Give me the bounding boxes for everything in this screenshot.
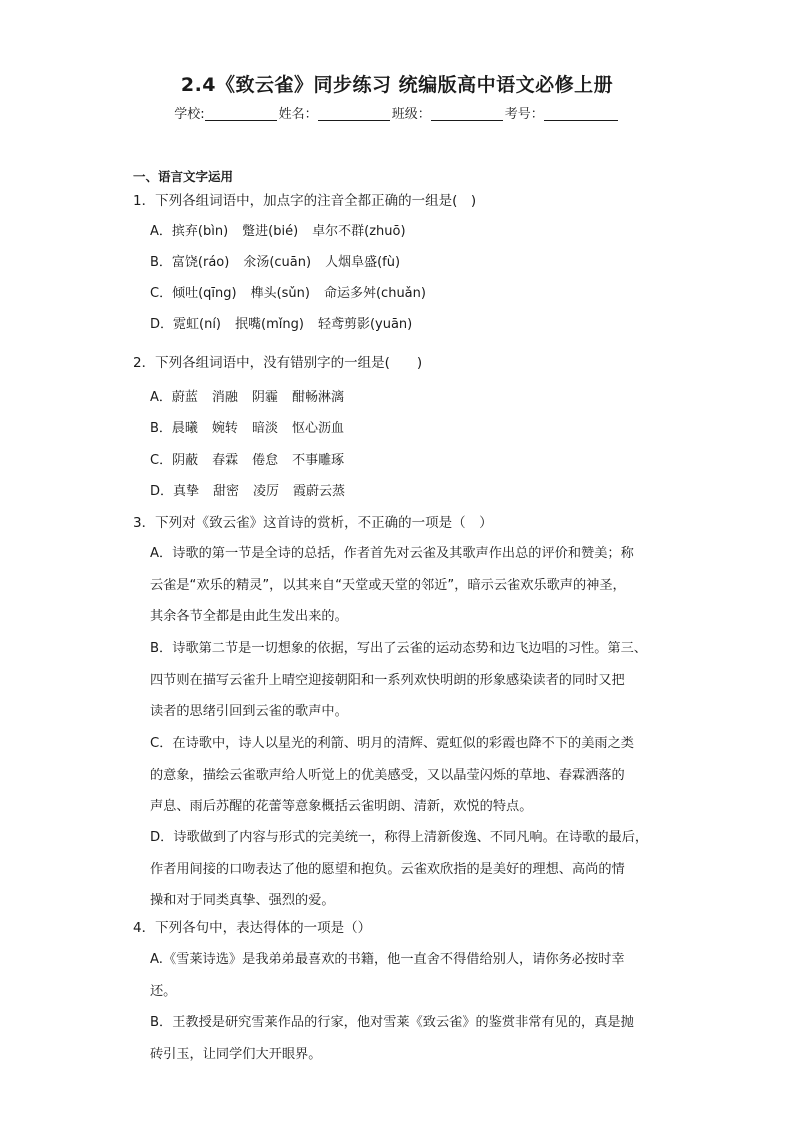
student-info-line bbox=[0, 103, 794, 122]
q1-a-item-1: A．摈弃(bìn) bbox=[150, 224, 229, 239]
q2-a-word-1: A．蔚蓝 bbox=[150, 390, 198, 405]
q3-a-line-2: 云雀是“欢乐的精灵”，以其来自“天堂或天堂的邻近”，暗示云雀欢乐歌声的神圣， bbox=[150, 577, 626, 593]
q1-a-item-2: 蹩进(bié) bbox=[242, 224, 299, 239]
q1-a-item-3: 卓尔不群(zhuō) bbox=[312, 224, 406, 239]
q3-option-a[interactable] bbox=[150, 538, 670, 633]
q2-c-word-1: C．阴蔽 bbox=[150, 453, 199, 468]
section-heading: 一、语言文字运用 bbox=[133, 169, 234, 184]
q1-option-d[interactable] bbox=[150, 315, 412, 335]
q2-a-word-4: 酣畅淋漓 bbox=[291, 390, 344, 405]
q3-option-b[interactable] bbox=[150, 633, 670, 728]
q1-c-item-3: 命运多舛(chuǎn) bbox=[323, 286, 426, 301]
name-field[interactable] bbox=[318, 106, 390, 121]
q2-c-word-3: 倦怠 bbox=[252, 453, 279, 468]
q1-b-item-1: B．富饶(ráo) bbox=[150, 255, 230, 270]
q4-b-line-1: B．王教授是研究雪莱作品的行家，他对雪莱《致云雀》的鉴赏非常有见的，真是抛 bbox=[150, 1015, 634, 1030]
exam-no-field[interactable] bbox=[544, 106, 618, 121]
q1-d-item-2: 抿嘴(mǐng) bbox=[235, 317, 304, 332]
q2-b-word-1: B．晨曦 bbox=[150, 421, 198, 436]
q2-d-word-4: 霞蔚云蒸 bbox=[293, 484, 346, 499]
q1-d-item-1: D．霓虹(ní) bbox=[150, 317, 222, 332]
q4-option-b[interactable] bbox=[150, 1007, 670, 1070]
q3-b-line-1: B．诗歌第二节是一切想象的依据，写出了云雀的运动态势和边飞边唱的习性。第三、 bbox=[150, 641, 647, 656]
name-label: 姓名： bbox=[278, 107, 318, 122]
q3-d-line-2: 作者用间接的口吻表达了他的愿望和抱负。云雀欢欣指的是美好的理想、高尚的情 bbox=[150, 861, 625, 877]
q2-b-word-2: 婉转 bbox=[211, 421, 238, 436]
q1-c-item-2: 榫头(sǔn) bbox=[250, 286, 310, 301]
q1-b-item-3: 人烟阜盛(fù) bbox=[325, 255, 401, 270]
exam-no-label: 考号： bbox=[504, 107, 544, 122]
q2-option-d[interactable] bbox=[150, 482, 345, 502]
q4-option-a[interactable] bbox=[150, 944, 670, 1007]
q4-b-line-2: 砖引玉，让同学们大开眼界。 bbox=[150, 1046, 322, 1062]
q1-option-c[interactable] bbox=[150, 284, 426, 304]
q2-option-a[interactable] bbox=[150, 388, 344, 408]
q1-c-item-1: C．倾吐(qīng) bbox=[150, 286, 237, 301]
q2-a-word-3: 阴霾 bbox=[251, 390, 278, 405]
q3-c-line-1: C．在诗歌中，诗人以星光的利箭、明月的清辉、霓虹似的彩霞也降不下的美雨之类 bbox=[150, 736, 634, 751]
question-4-stem: 4．下列各句中，表达得体的一项是（） bbox=[133, 920, 372, 936]
q2-a-word-2: 消融 bbox=[211, 390, 238, 405]
q1-option-a[interactable] bbox=[150, 222, 406, 242]
q2-c-word-4: 不事雕琢 bbox=[292, 453, 345, 468]
question-2-stem: 2．下列各组词语中，没有错别字的一组是( ) bbox=[133, 355, 423, 371]
q1-b-item-2: 氽汤(cuān) bbox=[243, 255, 312, 270]
q3-option-d[interactable] bbox=[150, 822, 670, 917]
q2-c-word-2: 春霖 bbox=[212, 453, 239, 468]
q2-d-word-2: 甜密 bbox=[213, 484, 240, 499]
q3-option-c[interactable] bbox=[150, 728, 670, 823]
q1-option-b[interactable] bbox=[150, 253, 400, 273]
q2-option-b[interactable] bbox=[150, 419, 344, 439]
q3-d-line-3: 操和对于同类真挚、强烈的爱。 bbox=[150, 893, 335, 908]
q3-b-line-2: 四节则在描写云雀升上晴空迎接朝阳和一系列欢快明朗的形象感染读者的同时又把 bbox=[150, 672, 625, 688]
q4-a-line-2: 还。 bbox=[150, 983, 177, 999]
q2-b-word-3: 暗淡 bbox=[251, 421, 278, 436]
q3-b-line-3: 读者的思绪引回到云雀的歌声中。 bbox=[150, 704, 348, 719]
q3-c-line-2: 的意象，描绘云雀歌声给人听觉上的优美感受，又以晶莹闪烁的草地、春霖洒落的 bbox=[150, 767, 625, 783]
q4-a-line-1: A.《雪莱诗选》是我弟弟最喜欢的书籍，他一直舍不得借给别人，请你务必按时幸 bbox=[150, 952, 625, 967]
q3-a-line-3: 其余各节全都是由此生发出来的。 bbox=[150, 609, 348, 624]
q3-d-line-1: D．诗歌做到了内容与形式的完美统一，称得上清新俊逸、不同凡响。在诗歌的最后， bbox=[150, 830, 649, 845]
q3-c-line-3: 声息、雨后苏醒的花蕾等意象概括云雀明朗、清新，欢悦的特点。 bbox=[150, 799, 533, 814]
q2-d-word-3: 凌厉 bbox=[253, 484, 280, 499]
question-3-stem: 3．下列对《致云雀》这首诗的赏析，不正确的一项是（ ） bbox=[133, 515, 493, 531]
class-field[interactable] bbox=[431, 106, 503, 121]
question-1-stem: 1．下列各组词语中，加点字的注音全都正确的一组是( ) bbox=[133, 193, 477, 209]
q1-d-item-3: 轻鸢剪影(yuān) bbox=[317, 317, 413, 332]
page-title: 2.4《致云雀》同步练习 统编版高中语文必修上册 bbox=[180, 74, 614, 96]
q2-d-word-1: D．真挚 bbox=[150, 484, 200, 499]
school-label: 学校: bbox=[174, 107, 205, 122]
school-field[interactable] bbox=[205, 106, 277, 121]
class-label: 班级： bbox=[391, 107, 431, 122]
q3-a-line-1: A．诗歌的第一节是全诗的总括，作者首先对云雀及其歌声作出总的评价和赞美；称 bbox=[150, 546, 634, 561]
q2-b-word-4: 怄心沥血 bbox=[291, 421, 344, 436]
q2-option-c[interactable] bbox=[150, 451, 344, 471]
